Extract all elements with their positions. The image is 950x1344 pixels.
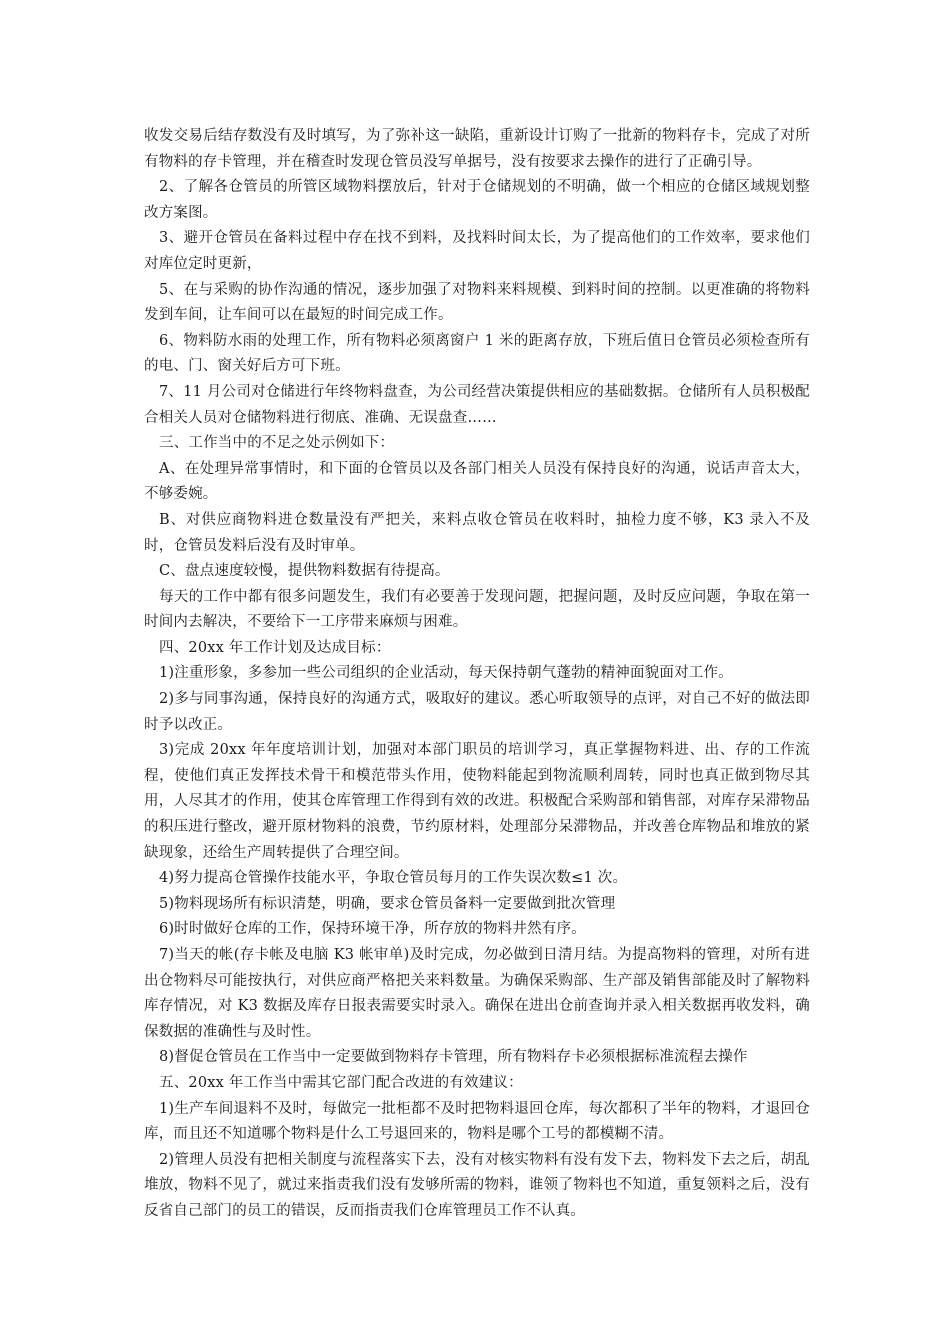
paragraph-14: 2)多与同事沟通，保持良好的沟通方式，吸取好的建议。悉心听取领导的点评，对自己不好的做法即时予以改正。 [144, 691, 810, 733]
paragraph-20: 8)督促仓管员在工作当中一定要做到物料存卡管理，所有物料存卡必须根据标准流程去操作 [159, 1049, 748, 1066]
paragraph-4: 5、在与采购的协作沟通的情况，逐步加强了对物料来料规模、到料时间的控制。以更准确的将物料发到车间，让车间可以在最短的时间完成工作。 [144, 281, 810, 324]
paragraph-8: A、在处理异常事情时，和下面的仓管员以及各部门相关人员没有保持良好的沟通，说话声音太大，不够委婉。 [144, 460, 810, 503]
paragraph-9: B、对供应商物料进仓数量没有严把关，来料点收仓管员在收料时，抽检力度不够，K3 录入不及时，仓管员发料后没有及时审单。 [144, 511, 810, 554]
paragraph-10: C、盘点速度较慢，提供物料数据有待提高。 [159, 563, 450, 580]
paragraph-1: 收发交易后结存数没有及时填写，为了弥补这一缺陷，重新设计订购了一批新的物料存卡，完成了对所有物料的存卡管理，并在稽查时发现仓管员没写单据号，没有按要求去操作的进行了正确引导。 [144, 128, 810, 170]
section-heading-5: 五、20xx 年工作当中需其它部门配合改进的有效建议： [159, 1074, 523, 1091]
section-heading-4: 四、20xx 年工作计划及达成目标： [159, 639, 391, 656]
paragraph-17: 5)物料现场所有标识清楚，明确，要求仓管员备料一定要做到批次管理 [159, 895, 616, 912]
paragraph-23: 2)管理人员没有把相关制度与流程落实下去，没有对核实物料有没有发下去，物料发下去之后，胡乱堆放，物料不见了，就过来指责我们没有发够所需的物料，谁领了物料也不知道，重复领料之后，没有反省自己部门的员工的错误，反而指责我们仓库管理员工作不认真。 [144, 1151, 810, 1219]
paragraph-5: 6、物料防水雨的处理工作，所有物料必须离窗户 1 米的距离存放，下班后值日仓管员必须检查所有的电、门、窗关好后方可下班。 [144, 332, 810, 375]
paragraph-2: 2、了解各仓管员的所管区域物料摆放后，针对于仓储规划的不明确，做一个相应的仓储区域规划整改方案图。 [144, 179, 810, 221]
paragraph-15: 3)完成 20xx 年年度培训计划，加强对本部门职员的培训学习，真正掌握物料进、出、存的工作流程，使他们真正发挥技术骨干和模范带头作用，使物料能起到物流顺利周转，同时也真正做到物尽其用，人尽其才的作用，使其仓库管理工作得到有效的改进。积极配合采购部和销售部，对库存呆滞物品的积压进行整改，避开原材物料的浪费，节约原材料，处理部分呆滞物品，并改善仓库物品和堆放的紧缺现象，还给生产周转提供了合理空间。 [144, 742, 810, 861]
paragraph-19: 7)当天的帐(存卡帐及电脑 K3 帐审单)及时完成，勿必做到日清月结。为提高物料的管理，对所有进出仓物料尽可能按执行，对供应商严格把关来料数量。为确保采购部、生产部及销售部能及时了解物料库存情况，对 K3 数据及库存日报表需要实时录入。确保在进出仓前查询并录入相关数据再收发料，确保数据的准确性与及时性。 [144, 947, 810, 1040]
paragraph-22: 1)生产车间退料不及时，每做完一批柜都不及时把物料退回仓库，每次都积了半年的物料，才退回仓库，而且还不知道哪个物料是什么工号退回来的，物料是哪个工号的都模糊不清。 [144, 1100, 810, 1143]
document-body [144, 124, 810, 1225]
paragraph-3: 3、避开仓管员在备料过程中存在找不到料，及找料时间太长，为了提高他们的工作效率，要求他们对库位定时更新， [144, 230, 810, 272]
paragraph-13: 1)注重形象，多参加一些公司组织的企业活动，每天保持朝气蓬勃的精神面貌面对工作。 [159, 665, 733, 682]
paragraph-18: 6)时时做好仓库的工作，保持环境干净，所存放的物料井然有序。 [159, 921, 586, 938]
paragraph-6: 7、11 月公司对仓储进行年终物料盘查，为公司经营决策提供相应的基础数据。仓储所有人员积极配合相关人员对仓储物料进行彻底、准确、无误盘查…… [144, 383, 810, 426]
paragraph-11: 每天的工作中都有很多问题发生，我们有必要善于发现问题，把握问题，及时反应问题，争取在第一时间内去解决，不要给下一工序带来麻烦与困难。 [144, 588, 810, 631]
section-heading-3: 三、工作当中的不足之处示例如下： [159, 435, 395, 452]
paragraph-16: 4)努力提高仓管操作技能水平，争取仓管员每月的工作失误次数≤1 次。 [159, 870, 628, 887]
